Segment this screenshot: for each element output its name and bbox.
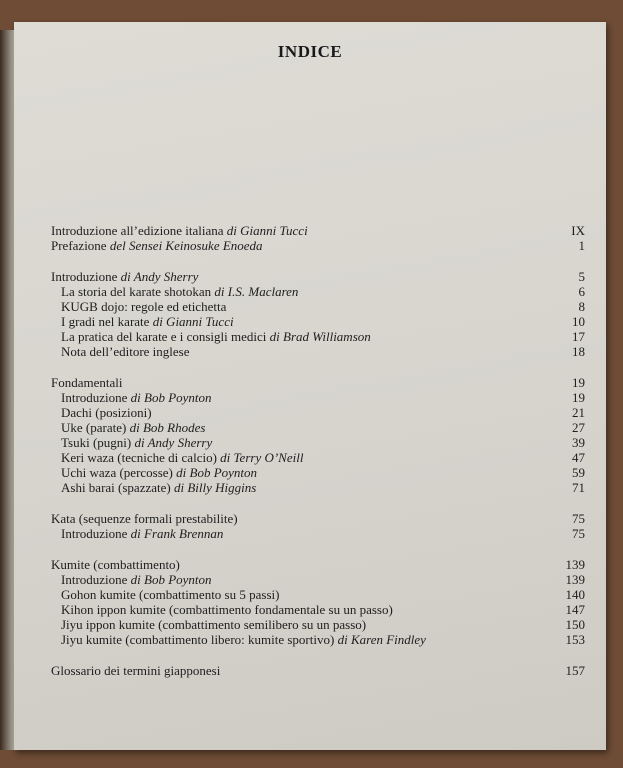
entry-page-number: 139: [565, 557, 585, 572]
toc-entry-title: [51, 375, 123, 390]
toc-entry: [51, 480, 585, 495]
toc-entry: [51, 511, 585, 526]
toc-entry-title: [51, 602, 393, 617]
toc-entry: [51, 557, 585, 572]
entry-page-number: 5: [578, 269, 585, 284]
entry-author: del Sensei Keinosuke Enoeda: [109, 238, 263, 253]
entry-text: Glossario dei termini giapponesi: [51, 663, 221, 678]
toc-section: [51, 223, 585, 253]
toc-entry-title: [51, 344, 190, 359]
toc-entry: [51, 314, 585, 329]
toc-entry: [51, 405, 585, 420]
toc-entry-title: [51, 223, 308, 238]
entry-page-number: 150: [565, 617, 585, 632]
entry-text: Fondamentali: [51, 375, 123, 390]
toc-entry-title: [51, 617, 366, 632]
entry-author: di Gianni Tucci: [152, 314, 234, 329]
toc-entry-title: [51, 511, 238, 526]
entry-page-number: 147: [565, 602, 585, 617]
toc-entry: [51, 299, 585, 314]
entry-text: Keri waza (tecniche di calcio): [61, 450, 217, 465]
page-title: INDICE: [277, 42, 343, 61]
entry-text: Introduzione: [61, 390, 128, 405]
entry-author: di Bob Rhodes: [129, 420, 206, 435]
entry-author: di Terry O’Neill: [220, 450, 304, 465]
entry-page-number: 75: [572, 526, 585, 541]
entry-page-number: IX: [571, 223, 585, 238]
toc-entry-title: [51, 587, 279, 602]
toc-entry: [51, 632, 585, 647]
toc-entry-title: [51, 465, 257, 480]
entry-page-number: 1: [578, 238, 585, 253]
entry-author: di Brad Williamson: [269, 329, 371, 344]
toc-entry: [51, 663, 585, 678]
table-of-contents: [51, 223, 585, 694]
entry-page-number: 10: [572, 314, 585, 329]
toc-entry: [51, 390, 585, 405]
entry-text: Kata (sequenze formali prestabilite): [51, 511, 238, 526]
toc-entry: [51, 420, 585, 435]
toc-entry-title: [51, 663, 220, 678]
entry-page-number: 139: [565, 572, 585, 587]
entry-author: di Bob Poynton: [130, 572, 212, 587]
toc-entry-title: [51, 314, 234, 329]
toc-entry: [51, 526, 585, 541]
toc-entry: [51, 572, 585, 587]
toc-entry: [51, 284, 585, 299]
entry-page-number: 19: [572, 390, 585, 405]
entry-text: Introduzione: [51, 269, 118, 284]
toc-entry: [51, 269, 585, 284]
toc-entry: [51, 450, 585, 465]
toc-entry: [51, 223, 585, 238]
entry-author: di Andy Sherry: [120, 269, 199, 284]
toc-entry-title: [51, 390, 212, 405]
entry-page-number: 140: [565, 587, 585, 602]
entry-page-number: 17: [572, 329, 585, 344]
toc-entry-title: [51, 435, 212, 450]
toc-section: [51, 375, 585, 495]
entry-text: Prefazione: [51, 238, 107, 253]
entry-page-number: 8: [578, 299, 585, 314]
toc-entry-title: [51, 572, 212, 587]
toc-entry-title: [51, 632, 426, 647]
toc-entry-title: [51, 450, 303, 465]
entry-text: Jiyu ippon kumite (combattimento semilibero su un passo): [61, 617, 367, 632]
toc-entry-title: [51, 238, 263, 253]
toc-entry: [51, 344, 585, 359]
entry-text: Kihon ippon kumite (combattimento fondamentale su un passo): [61, 602, 393, 617]
toc-entry-title: [51, 480, 256, 495]
entry-page-number: 153: [565, 632, 585, 647]
toc-entry-title: [51, 405, 152, 420]
entry-author: di I.S. Maclaren: [214, 284, 299, 299]
entry-text: Introduzione all’edizione italiana: [51, 223, 224, 238]
entry-text: Dachi (posizioni): [61, 405, 152, 420]
entry-text: Introduzione: [61, 572, 128, 587]
entry-page-number: 21: [572, 405, 585, 420]
entry-author: di Billy Higgins: [173, 480, 257, 495]
entry-author: di Karen Findley: [337, 632, 426, 647]
entry-author: di Bob Poynton: [176, 465, 258, 480]
toc-entry-title: [51, 269, 198, 284]
toc-entry-title: [51, 420, 205, 435]
entry-page-number: 19: [572, 375, 585, 390]
entry-text: La pratica del karate e i consigli medici: [61, 329, 267, 344]
toc-section: [51, 511, 585, 541]
entry-text: Ashi barai (spazzate): [61, 480, 171, 495]
entry-text: Introduzione: [61, 526, 128, 541]
toc-entry: [51, 587, 585, 602]
entry-text: Tsuki (pugni): [61, 435, 132, 450]
toc-section: [51, 663, 585, 678]
entry-page-number: 27: [572, 420, 585, 435]
entry-text: La storia del karate shotokan: [61, 284, 212, 299]
book-page: [14, 22, 606, 750]
entry-text: I gradi nel karate: [61, 314, 150, 329]
toc-entry: [51, 435, 585, 450]
toc-entry-title: [51, 557, 180, 572]
entry-text: Kumite (combattimento): [51, 557, 180, 572]
entry-page-number: 157: [565, 663, 585, 678]
toc-entry-title: [51, 299, 226, 314]
entry-text: Gohon kumite (combattimento su 5 passi): [61, 587, 280, 602]
entry-page-number: 39: [572, 435, 585, 450]
entry-author: di Gianni Tucci: [226, 223, 308, 238]
entry-page-number: 75: [572, 511, 585, 526]
entry-author: di Andy Sherry: [134, 435, 213, 450]
toc-entry: [51, 617, 585, 632]
toc-entry-title: [51, 284, 298, 299]
entry-text: Jiyu kumite (combattimento libero: kumite sportivo): [61, 632, 335, 647]
entry-page-number: 59: [572, 465, 585, 480]
entry-author: di Bob Poynton: [130, 390, 212, 405]
toc-entry-title: [51, 329, 371, 344]
toc-entry: [51, 329, 585, 344]
entry-author: di Frank Brennan: [130, 526, 224, 541]
toc-entry-title: [51, 526, 223, 541]
entry-text: Uchi waza (percosse): [61, 465, 173, 480]
toc-section: [51, 557, 585, 647]
entry-text: Nota dell’editore inglese: [61, 344, 190, 359]
entry-page-number: 6: [578, 284, 585, 299]
toc-entry: [51, 465, 585, 480]
toc-section: [51, 269, 585, 359]
entry-text: Uke (parate): [61, 420, 127, 435]
toc-entry: [51, 375, 585, 390]
entry-page-number: 18: [572, 344, 585, 359]
toc-entry: [51, 602, 585, 617]
toc-entry: [51, 238, 585, 253]
entry-page-number: 71: [572, 480, 585, 495]
entry-page-number: 47: [572, 450, 585, 465]
entry-text: KUGB dojo: regole ed etichetta: [61, 299, 227, 314]
